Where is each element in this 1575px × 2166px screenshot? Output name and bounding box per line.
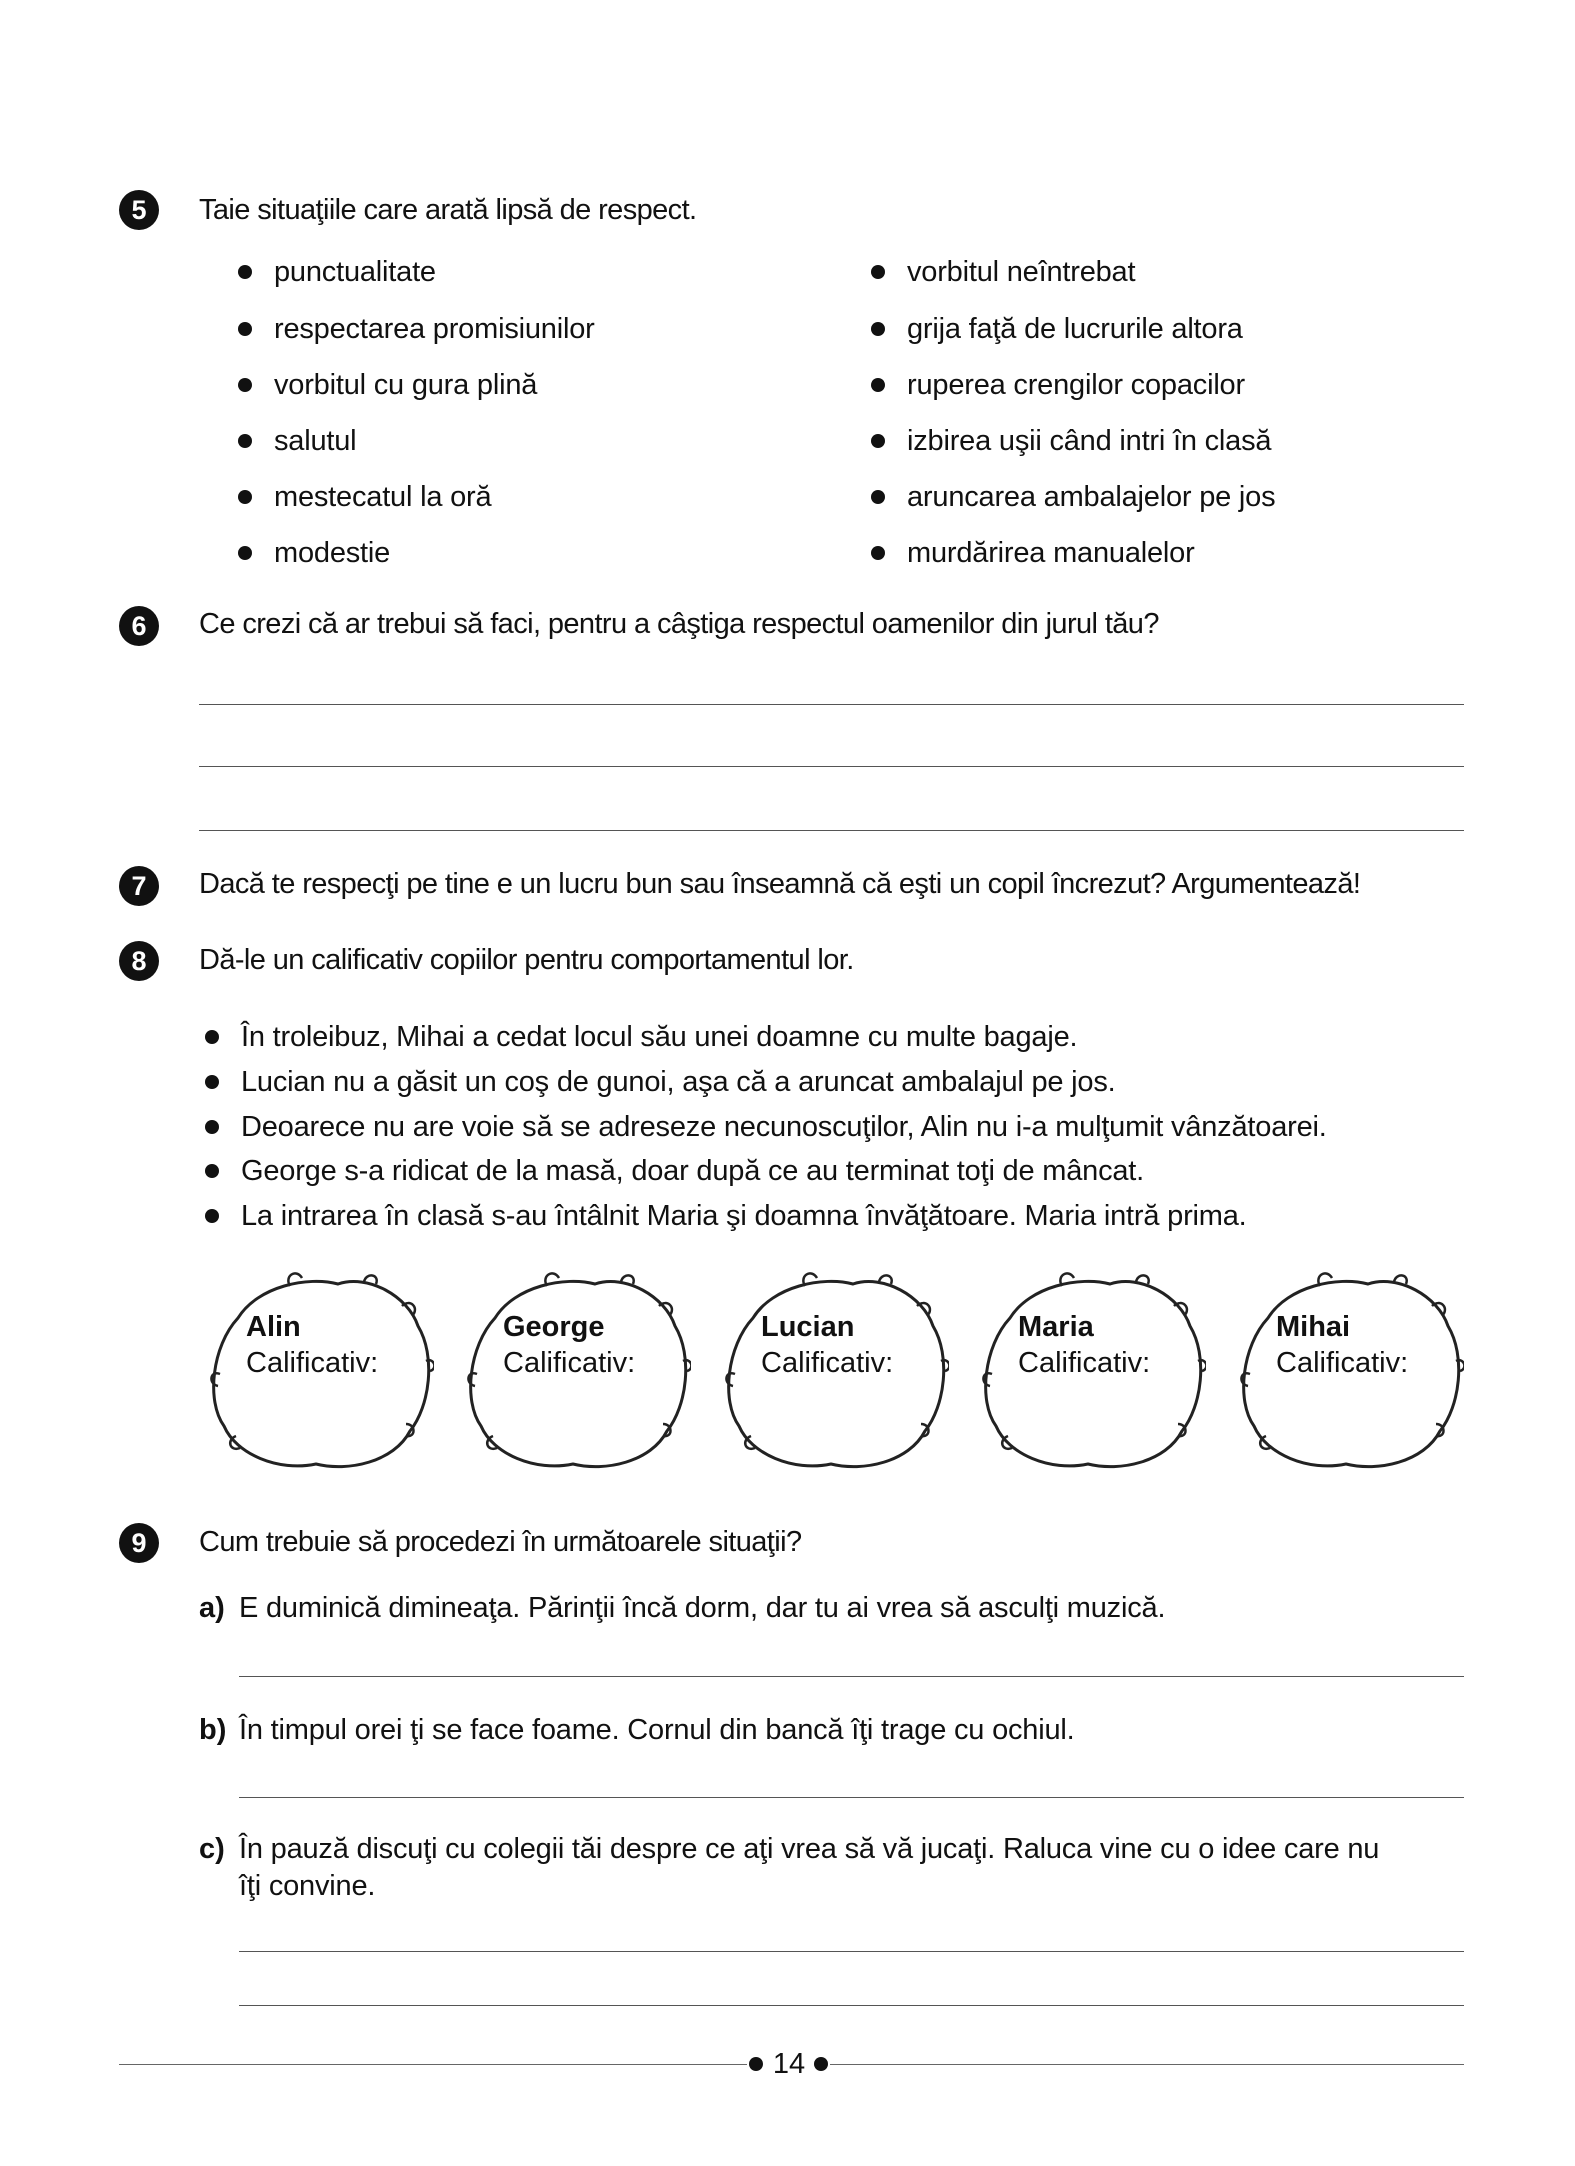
exercise-number-5: 5 [119, 190, 159, 230]
exercise-number-7: 7 [119, 866, 159, 906]
part-b-text: În timpul orei ţi se face foame. Cornul din bancă îţi trage cu ochiul. [239, 1714, 1075, 1746]
part-c-text-line1: În pauză discuţi cu colegii tăi despre ce aţi vrea să vă jucaţi. Raluca vine cu o idee care nu [239, 1833, 1380, 1865]
exercise-6-prompt: Ce crezi că ar trebui să faci, pentru a câştiga respectul oamenilor din jurul tău? [199, 608, 1159, 640]
ex5-left-item: vorbitul cu gura plină [274, 369, 538, 401]
part-b-label: b) [199, 1714, 227, 1746]
calificativ-wreath-lucian[interactable] [713, 1266, 949, 1476]
calificativ-wreath-mihai[interactable] [1228, 1266, 1464, 1476]
wreath-child-name: Alin [246, 1311, 301, 1343]
answer-line[interactable] [199, 766, 1464, 767]
exercise-9-prompt: Cum trebuie să procedezi în următoarele situaţii? [199, 1526, 802, 1558]
wreath-calificativ-label: Calificativ: [503, 1347, 636, 1379]
page-number: 14 [772, 2048, 806, 2080]
wreath-child-name: George [503, 1311, 605, 1343]
wreath-child-name: Maria [1018, 1311, 1094, 1343]
footer-rule-right [830, 2064, 1464, 2065]
exercise-7-prompt: Dacă te respecţi pe tine e un lucru bun sau înseamnă că eşti un copil încrezut? Argumentează! [199, 868, 1361, 900]
ex5-right-item: vorbitul neîntrebat [907, 256, 1136, 288]
ex8-situation: George s-a ridicat de la masă, doar după ce au terminat toţi de mâncat. [241, 1155, 1145, 1187]
wreath-child-name: Mihai [1276, 1311, 1351, 1343]
wreath-calificativ-label: Calificativ: [1276, 1347, 1409, 1379]
part-c-text-line2: îţi convine. [239, 1870, 376, 1902]
footer-rule-left [119, 2064, 747, 2065]
exercise-number-9: 9 [119, 1523, 159, 1563]
calificativ-wreath-george[interactable] [455, 1266, 691, 1476]
footer-dot-left [749, 2057, 763, 2071]
ex5-right-item: izbirea uşii când intri în clasă [907, 425, 1272, 457]
answer-line[interactable] [239, 1951, 1464, 1952]
ex5-right-item: aruncarea ambalajelor pe jos [907, 481, 1276, 513]
ex5-left-item: salutul [274, 425, 357, 457]
ex5-left-item: mestecatul la oră [274, 481, 492, 513]
answer-line[interactable] [199, 830, 1464, 831]
ex5-right-item: ruperea crengilor copacilor [907, 369, 1245, 401]
ex8-situation: La intrarea în clasă s-au întâlnit Maria şi doamna învăţătoare. Maria intră prima. [241, 1200, 1247, 1232]
part-a-label: a) [199, 1592, 225, 1624]
calificativ-wreath-maria[interactable] [970, 1266, 1206, 1476]
ex5-right-item: grija faţă de lucrurile altora [907, 313, 1243, 345]
part-c-label: c) [199, 1833, 225, 1865]
ex5-left-item: respectarea promisiunilor [274, 313, 595, 345]
ex5-left-item: modestie [274, 537, 391, 569]
ex8-situation: În troleibuz, Mihai a cedat locul său unei doamne cu multe bagaje. [241, 1021, 1078, 1053]
wreath-calificativ-label: Calificativ: [1018, 1347, 1151, 1379]
part-a-text: E duminică dimineaţa. Părinţii încă dorm, dar tu ai vrea să asculţi muzică. [239, 1592, 1166, 1624]
answer-line[interactable] [199, 704, 1464, 705]
wreath-calificativ-label: Calificativ: [246, 1347, 379, 1379]
exercise-number-8: 8 [119, 941, 159, 981]
exercise-5-prompt: Taie situaţiile care arată lipsă de respect. [199, 194, 697, 226]
ex5-right-item: murdărirea manualelor [907, 537, 1195, 569]
calificativ-wreath-alin[interactable] [198, 1266, 434, 1476]
answer-line[interactable] [239, 1676, 1464, 1677]
answer-line[interactable] [239, 1797, 1464, 1798]
exercise-8-prompt: Dă-le un calificativ copiilor pentru comportamentul lor. [199, 944, 854, 976]
ex8-situation: Lucian nu a găsit un coş de gunoi, aşa că a aruncat ambalajul pe jos. [241, 1066, 1116, 1098]
wreath-calificativ-label: Calificativ: [761, 1347, 894, 1379]
wreath-child-name: Lucian [761, 1311, 855, 1343]
answer-line[interactable] [239, 2005, 1464, 2006]
ex8-situation: Deoarece nu are voie să se adreseze necunoscuţilor, Alin nu i-a mulţumit vânzătoarei. [241, 1111, 1327, 1143]
ex5-left-item: punctualitate [274, 256, 436, 288]
exercise-number-6: 6 [119, 606, 159, 646]
footer-dot-right [814, 2057, 828, 2071]
